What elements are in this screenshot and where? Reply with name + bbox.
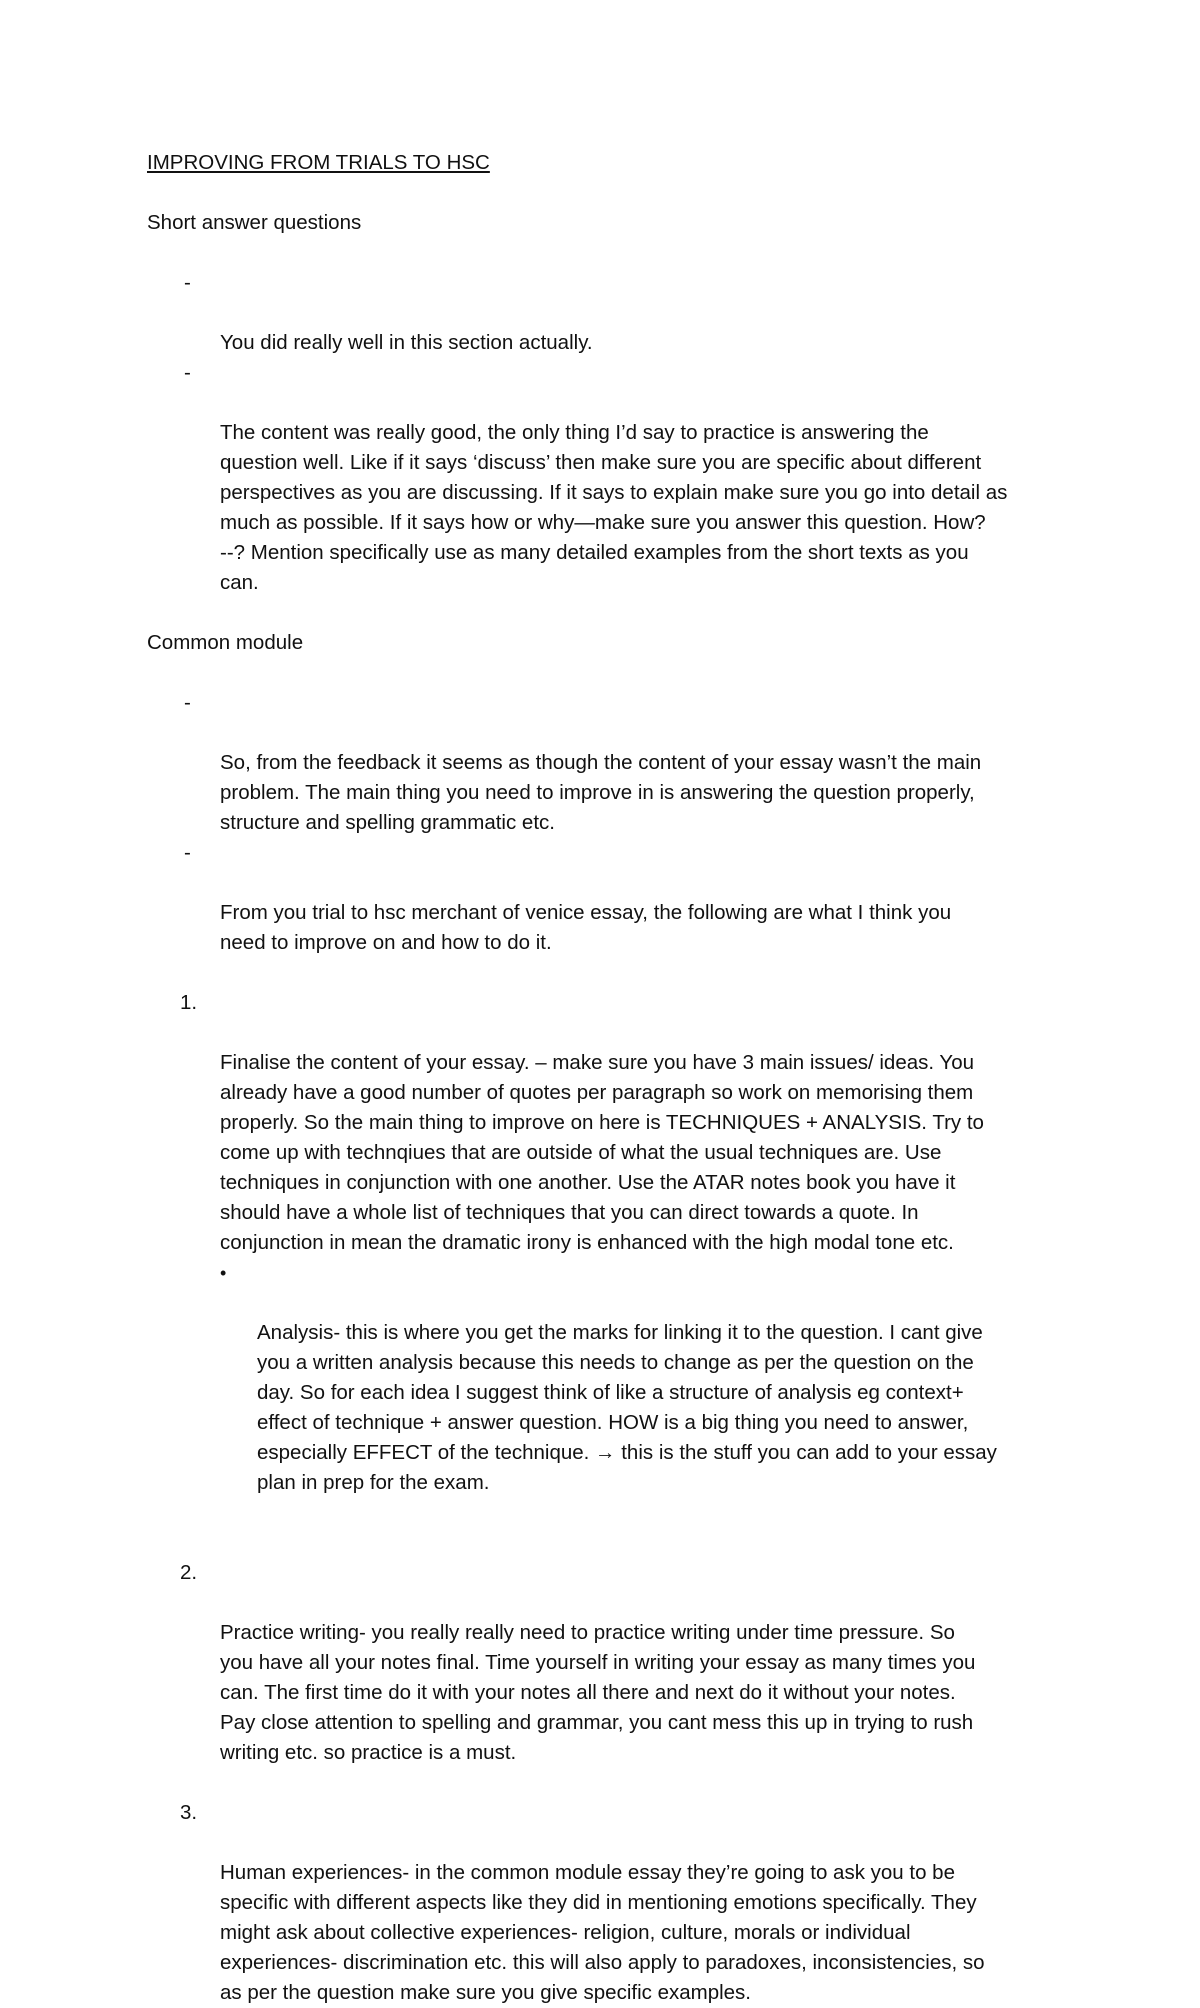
common-module-item-1 xyxy=(147,688,1080,838)
short-answer-item-2 xyxy=(147,358,1080,598)
item-text: The content was really good, the only thing I’d say to practice is answering the question well. Like if it says ‘discuss’ then make sure you are specific about different perspectives as you are discussing. If it says to explain make sure you go into detail as much as possible. If it says how or why—make sure you answer this question. How? --? Mention specifically use as many detailed examples from the short texts as you can. xyxy=(220,421,1008,594)
number-marker: 2. xyxy=(180,1561,198,1584)
bullet-icon: • xyxy=(220,1263,227,1283)
item-text: You did really well in this section actually. xyxy=(220,331,593,354)
numbered-item-2 xyxy=(147,1558,1080,1768)
item-text: Analysis- this is where you get the marks for linking it to the question. I cant give you a written analysis because this needs to change as per the question on the day. So for each idea I suggest think of like a structure of analysis eg context+ effect of technique + answer question. HOW is a big thing you need to answer, especially EFFECT of the technique. → this is the stuff you can add to your essay plan in prep for the exam. xyxy=(257,1321,997,1494)
number-marker: 3. xyxy=(180,1801,198,1824)
numbered-item-1-bullet xyxy=(147,1258,1080,1498)
item-text: Practice writing- you really really need to practice writing under time pressure. So you have all your notes final. Time yourself in writing your essay as many times you can. The first time do it with your notes all there and next do it without your notes. Pay close attention to spelling and grammar, you cant mess this up in trying to rush writing etc. so practice is a must. xyxy=(220,1621,976,1764)
dash-marker: - xyxy=(184,691,191,714)
numbered-item-1 xyxy=(147,988,1080,1258)
common-module-heading: Common module xyxy=(147,631,304,654)
document-title: IMPROVING FROM TRIALS TO HSC xyxy=(147,151,490,174)
numbered-item-3 xyxy=(147,1798,1080,2008)
short-answer-heading: Short answer questions xyxy=(147,211,362,234)
item-text: Human experiences- in the common module essay they’re going to ask you to be specific with different aspects like they did in mentioning emotions specifically. They might ask about collective experiences- religion, culture, morals or individual experiences- discrimination etc. this will also apply to paradoxes, inconsistencies, so as per the question make sure you give specific examples. xyxy=(220,1861,985,2004)
number-marker: 1. xyxy=(180,991,198,1014)
short-answer-item-1 xyxy=(147,268,1080,358)
dash-marker: - xyxy=(184,271,191,294)
dash-marker: - xyxy=(184,841,191,864)
item-text: From you trial to hsc merchant of venice essay, the following are what I think you need to improve on and how to do it. xyxy=(220,901,952,954)
item-text: Finalise the content of your essay. – make sure you have 3 main issues/ ideas. You already have a good number of quotes per paragraph so work on memorising them properly. So the main thing to improve on here is TECHNIQUES + ANALYSIS. Try to come up with technqiues that are outside of what the usual techniques are. Use techniques in conjunction with one another. Use the ATAR notes book you have it should have a whole list of techniques that you can direct towards a quote. In conjunction in mean the dramatic irony is enhanced with the high modal tone etc. xyxy=(220,1051,984,1254)
common-module-item-2 xyxy=(147,838,1080,958)
dash-marker: - xyxy=(184,361,191,384)
item-text: So, from the feedback it seems as though the content of your essay wasn’t the main problem. The main thing you need to improve in is answering the question properly, structure and spelling grammatic etc. xyxy=(220,751,982,834)
